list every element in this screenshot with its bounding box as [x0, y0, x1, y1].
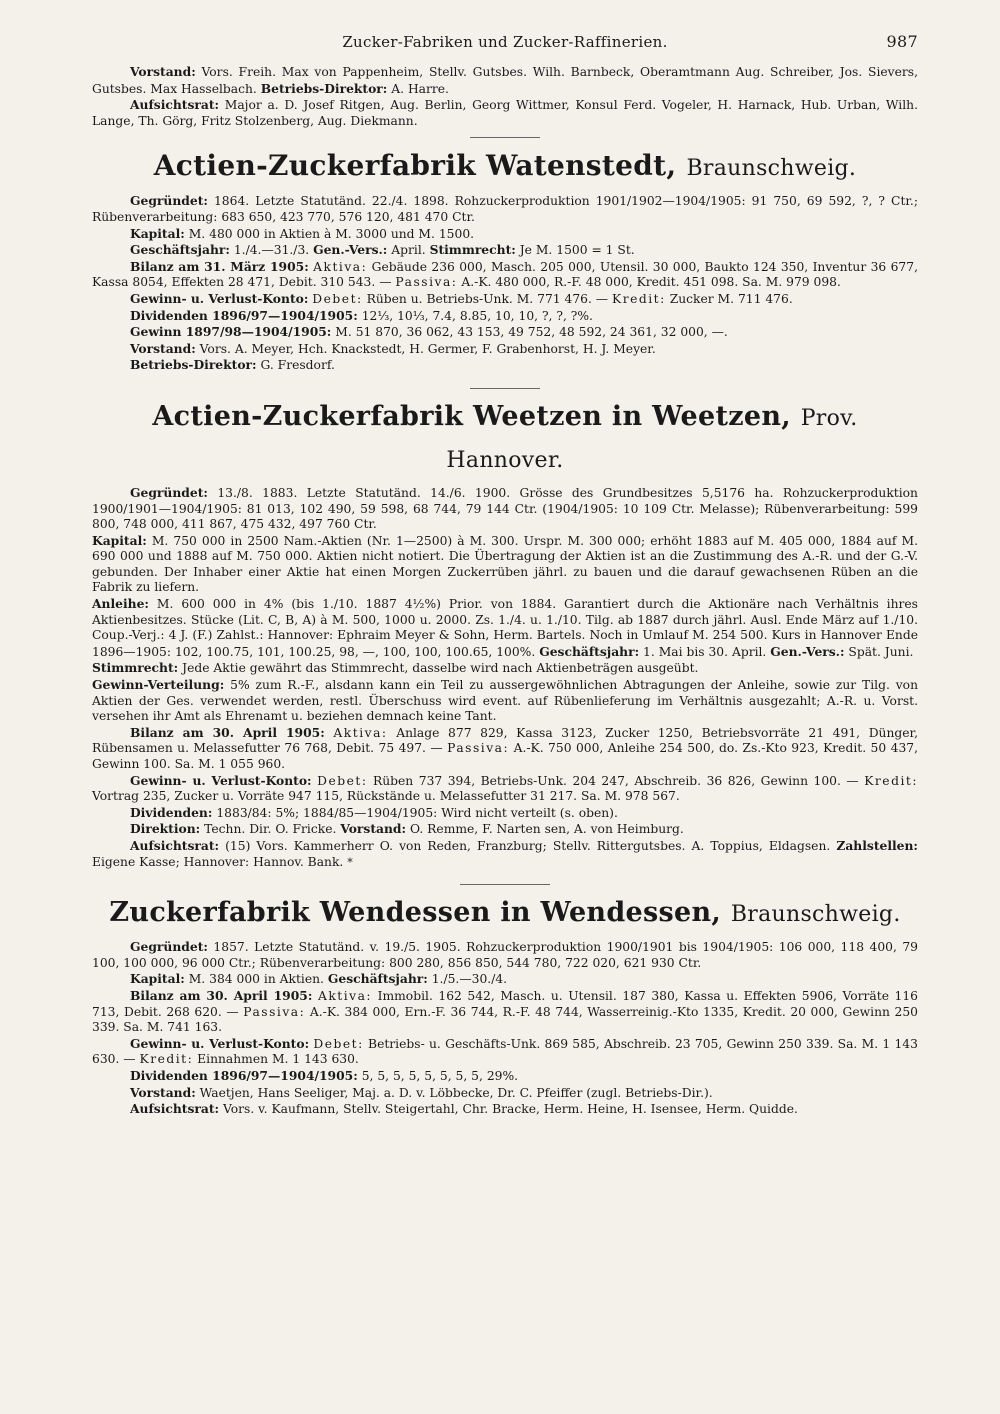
- divider: [460, 884, 550, 885]
- gewinn-verteilung-text: 5% zum R.-F., alsdann kann ein Teil zu aussergewöhnlichen Abtragungen der Anleihe, sowie zur Tilg. von Aktien der Ges. verwendet werden, restl. Überschuss wird event. auf Rübenlieferung im Verhältnis ausgezahlt; A.-R. u. Vorst. versehen ihr Amt als Ehrenamt u. beziehen demnach keine Tant.: [92, 678, 918, 724]
- company-name: Actien-Zuckerfabrik Watenstedt,: [153, 149, 677, 183]
- kredit-label: Kredit:: [864, 773, 918, 788]
- gewinn-paragraph: [92, 324, 918, 341]
- direktor-label: Betriebs-Direktor:: [130, 357, 257, 373]
- bilanz-label: Bilanz am 31. März 1905:: [130, 258, 309, 274]
- kapital-label: Kapital:: [130, 225, 185, 241]
- vorstand-text: Waetjen, Hans Seeliger, Maj. a. D. v. Löbbecke, Dr. C. Pfeiffer (zugl. Betriebs-Dir.).: [199, 1085, 713, 1100]
- gewinn-verteilung-paragraph: [92, 677, 918, 725]
- gegruendet-text: 1857. Letzte Statutänd. v. 19./5. 1905. Rohzuckerproduktion 1900/1901 bis 1904/1905: 106 000, 118 400, 79 100, 100 000, 96 000 Ctr.; Rübenverarbeitung: 800 280, 856 850, 544 780, 722 020, 621 930 Ctr.: [92, 940, 918, 970]
- direktor-text: A. Harre.: [391, 81, 449, 96]
- vorstand-text: Vors. A. Meyer, Hch. Knackstedt, H. Germer, F. Grabenhorst, H. J. Meyer.: [199, 341, 656, 356]
- direktor-label: Betriebs-Direktor:: [260, 80, 388, 96]
- vorstand-text: O. Remme, F. Narten sen, A. von Heimburg.: [409, 822, 684, 837]
- aktiva-label: Aktiva:: [317, 988, 373, 1003]
- guv-paragraph: [92, 773, 918, 805]
- vorstand-label: Vorstand:: [130, 1084, 196, 1100]
- gewinn-verteilung-label: Gewinn-Verteilung:: [92, 677, 225, 693]
- guv-label: Gewinn- u. Verlust-Konto:: [130, 1035, 310, 1051]
- kapital-text: M. 750 000 in 2500 Nam.-Aktien (Nr. 1—2500) à M. 300. Urspr. M. 300 000; erhöht 1883 auf M. 405 000, 1884 auf M. 690 000 und 1888 auf M. 750 000. Aktien nicht notiert. Die Übertragung der Aktien ist an die Zustimmung des A.-R. und der G.-V. gebunden. Der Inhaber einer Aktie hat einen Morgen Zuckerrüben jährl. zu bauen und die darauf gewachsenen Rüben an die Fabrik zu liefern.: [92, 533, 918, 595]
- vorstand-paragraph: [92, 64, 918, 97]
- kredit-text: Vortrag 235, Zucker u. Vorräte 947 115, Rückstände u. Melassefutter 31 217. Sa. M. 978 567.: [92, 789, 680, 804]
- passiva-text: A.-K. 750 000, Anleihe 254 500, do. Zs.-Kto 923, Kredit. 50 437, Gewinn 100. Sa. M. 1 055 960.: [92, 741, 918, 771]
- gegruendet-text: 1864. Letzte Statutänd. 22./4. 1898. Rohzuckerproduktion 1901/1902—1904/1905: 91 750, 69 592, ?, ? Ctr.; Rübenverarbeitung: 683 650, 423 770, 576 120, 481 470 Ctr.: [92, 194, 918, 224]
- gen-vers-text: April.: [391, 243, 426, 258]
- running-head: [92, 30, 918, 54]
- entry-continued: [92, 64, 918, 129]
- geschaeftsjahr-label: Geschäftsjahr:: [327, 971, 428, 987]
- dividenden-paragraph: [92, 308, 918, 325]
- company-name: Actien-Zuckerfabrik Weetzen in Weetzen,: [152, 400, 791, 432]
- guv-paragraph: [92, 291, 918, 308]
- bilanz-label: Bilanz am 30. April 1905:: [130, 724, 325, 740]
- vorstand-paragraph: [92, 1085, 918, 1102]
- guv-paragraph: [92, 1036, 918, 1068]
- zahlstellen-text: Eigene Kasse; Hannover: Hannov. Bank.: [92, 854, 344, 869]
- passiva-label: Passiva:: [243, 1004, 306, 1019]
- aktiva-text: Immobil. 162 542, Masch. u. Utensil. 187 380, Kassa u. Effekten 5906, Vorräte 116 713, Debit. 268 620. —: [92, 988, 918, 1019]
- passiva-text: A.-K. 384 000, Ern.-F. 36 744, R.-F. 48 744, Wasserreinig.-Kto 1335, Kredit. 20 000, Gewinn 250 339. Sa. M. 741 163.: [92, 1004, 918, 1035]
- gen-vers-label: Gen.-Vers.:: [313, 242, 388, 258]
- stimmrecht-label: Stimmrecht:: [429, 242, 516, 258]
- gegruendet-label: Gegründet:: [130, 193, 208, 209]
- kredit-text: Einnahmen M. 1 143 630.: [197, 1052, 359, 1067]
- running-title: Zucker-Fabriken und Zucker-Raffinerien.: [342, 33, 668, 51]
- direktion-paragraph: [92, 821, 918, 838]
- dividenden-paragraph: [92, 805, 918, 822]
- entry-wendessen: [92, 893, 918, 1118]
- gewinn-label: Gewinn 1897/98—1904/1905:: [130, 324, 332, 340]
- company-name: Zuckerfabrik Wendessen in Wendessen,: [109, 897, 722, 929]
- dividenden-label: Dividenden:: [130, 804, 213, 820]
- guv-label: Gewinn- u. Verlust-Konto:: [130, 290, 309, 306]
- vorstand-paragraph: [92, 341, 918, 358]
- aufsichtsrat-paragraph: [92, 838, 918, 870]
- aufsichtsrat-text: Vors. v. Kaufmann, Stellv. Steigertahl, Chr. Bracke, Herm. Heine, H. Isensee, Herm. Quidde.: [222, 1102, 798, 1117]
- divider: [470, 388, 540, 389]
- aufsichtsrat-text: Major a. D. Josef Ritgen, Aug. Berlin, Georg Wittmer, Konsul Ferd. Vogeler, H. Harnack, Hub. Urban, Wilh. Lange, Th. Görg, Fritz Stolzenberg, Aug. Diekmann.: [92, 98, 918, 128]
- geschaeftsjahr-label: Geschäftsjahr:: [539, 643, 640, 659]
- debet-label: Debet:: [312, 291, 363, 306]
- aufsichtsrat-label: Aufsichtsrat:: [130, 1101, 220, 1117]
- direktion-text: Techn. Dir. O. Fricke.: [204, 822, 337, 837]
- kredit-label: Kredit:: [612, 291, 666, 306]
- kredit-text: Zucker M. 711 476.: [669, 291, 793, 306]
- zahlstellen-label: Zahlstellen:: [836, 837, 918, 853]
- aufsichtsrat-text: (15) Vors. Kammerherr O. von Reden, Franzburg; Stellv. Rittergutsbes. A. Toppius, Eldagsen.: [225, 838, 831, 853]
- aktiva-text: Anlage 877 829, Kassa 3123, Zucker 1250, Betriebsvorräte 21 491, Dünger, Rübensamen u. Melassefutter 76 768, Debit. 75 497. —: [92, 725, 918, 756]
- direktor-text: G. Fresdorf.: [260, 358, 335, 373]
- geschaeftsjahr-text: 1. Mai bis 30. April.: [643, 644, 767, 659]
- company-location: Prov. Hannover.: [446, 405, 858, 473]
- vorstand-text: Vors. Freih. Max von Pappenheim, Stellv. Gutsbes. Wilh. Barnbeck, Oberamtmann Aug. Schreiber, Jos. Sievers, Gutsbes. Max Hasselbach.: [92, 65, 918, 96]
- dividenden-text: 12⅓, 10⅓, 7.4, 8.85, 10, 10, ?, ?, ?%.: [361, 308, 593, 323]
- company-title: [92, 397, 918, 481]
- divider: [470, 137, 540, 138]
- guv-label: Gewinn- u. Verlust-Konto:: [130, 772, 312, 788]
- passiva-text: A.-K. 480 000, R.-F. 48 000, Kredit. 451 098. Sa. M. 979 098.: [461, 275, 841, 290]
- anleihe-text: M. 600 000 in 4% (bis 1./10. 1887 4½%) Prior. von 1884. Garantiert durch die Aktionäre nach Verhältnis ihres Aktienbesitzes. Stücke (Lit. C, B, A) à M. 500, 1000 u. 2000. Zs. 1./4. u. 1./10. Tilg. ab 1887 durch jährl. Ausl. Ende März auf 1./10. Coup.-Verj.: 4 J. (F.) Zahlst.: Hannover: Ephraim Meyer & Sohn, Herm. Bartels. Noch in Umlauf M. 254 500. Kurs in Hannover Ende 1896—1905: 102, 100.75, 101, 100.25, 98, —, 100, 100, 100.65, 100%.: [92, 597, 918, 659]
- stimmrecht-paragraph: [92, 660, 918, 677]
- aufsichtsrat-paragraph: [92, 97, 918, 129]
- company-location: Braunschweig.: [686, 156, 857, 182]
- anleihe-label: Anleihe:: [92, 596, 149, 612]
- debet-text: Rüben 737 394, Betriebs-Unk. 204 247, Abschreib. 36 826, Gewinn 100. —: [372, 773, 859, 788]
- kapital-label: Kapital:: [92, 532, 147, 548]
- debet-text: Rüben u. Betriebs-Unk. M. 771 476. —: [366, 291, 609, 306]
- gegruendet-paragraph: [92, 193, 918, 225]
- company-title: [92, 893, 918, 935]
- bilanz-paragraph: [92, 988, 918, 1036]
- aufsichtsrat-label: Aufsichtsrat:: [130, 97, 220, 113]
- aktiva-label: Aktiva:: [333, 725, 388, 740]
- geschaeftsjahr-paragraph: [92, 242, 918, 259]
- bilanz-paragraph: [92, 725, 918, 773]
- entry-weetzen: [92, 397, 918, 870]
- company-title: [92, 146, 918, 189]
- anleihe-paragraph: [92, 596, 918, 660]
- vorstand-label: Vorstand:: [130, 64, 196, 79]
- kapital-paragraph: [92, 533, 918, 596]
- dividenden-label: Dividenden 1896/97—1904/1905:: [130, 1067, 358, 1083]
- geschaeftsjahr-text: 1./4.—31./3.: [233, 243, 310, 258]
- company-location: Braunschweig.: [730, 902, 901, 928]
- stimmrecht-text: Je M. 1500 = 1 St.: [519, 243, 635, 258]
- dividenden-text: 1883/84: 5%; 1884/85—1904/1905: Wird nicht verteilt (s. oben).: [216, 805, 618, 820]
- kapital-text: M. 480 000 in Aktien à M. 3000 und M. 1500.: [188, 226, 475, 241]
- kredit-label: Kredit:: [139, 1052, 194, 1067]
- direktor-paragraph: [92, 357, 918, 374]
- passiva-label: Passiva:: [395, 275, 458, 290]
- gewinn-text: M. 51 870, 36 062, 43 153, 49 752, 48 592, 24 361, 32 000, —.: [335, 325, 728, 340]
- gen-vers-text: Spät. Juni.: [848, 644, 914, 659]
- direktion-label: Direktion:: [130, 821, 201, 837]
- aufsichtsrat-paragraph: [92, 1101, 918, 1118]
- aufsichtsrat-label: Aufsichtsrat:: [130, 837, 220, 853]
- dividenden-label: Dividenden 1896/97—1904/1905:: [130, 307, 358, 323]
- stimmrecht-label: Stimmrecht:: [92, 660, 179, 676]
- page-number: 987: [886, 32, 918, 51]
- gegruendet-paragraph: [92, 939, 918, 971]
- gegruendet-text: 13./8. 1883. Letzte Statutänd. 14./6. 1900. Grösse des Grundbesitzes 5,5176 ha. Rohzuckerproduktion 1900/1901—1904/1905: 81 013, 102 490, 59 598, 68 744, 79 144 Ctr. (1904/1905: 10 109 Ctr. Melasse); Rübenverarbeitung: 599 800, 748 000, 411 867, 475 432, 497 760 Ctr.: [92, 485, 918, 532]
- aktiva-text: Gebäude 236 000, Masch. 205 000, Utensil. 30 000, Baukto 124 350, Inventur 36 677, Kassa 8054, Effekten 28 471, Debit. 310 543. —: [92, 259, 918, 290]
- bilanz-paragraph: [92, 259, 918, 291]
- bilanz-label: Bilanz am 30. April 1905:: [130, 987, 313, 1003]
- kapital-text: M. 384 000 in Aktien.: [188, 972, 324, 987]
- aktiva-label: Aktiva:: [313, 259, 368, 274]
- passiva-label: Passiva:: [447, 741, 510, 756]
- debet-label: Debet:: [317, 773, 368, 788]
- vorstand-label: Vorstand:: [340, 821, 407, 837]
- geschaeftsjahr-text: 1./5.—30./4.: [431, 972, 508, 987]
- dividenden-paragraph: [92, 1068, 918, 1085]
- geschaeftsjahr-label: Geschäftsjahr:: [130, 242, 230, 258]
- stimmrecht-text: Jede Aktie gewährt das Stimmrecht, dasselbe wird nach Aktienbeträgen ausgeübt.: [182, 661, 699, 676]
- kapital-paragraph: [92, 226, 918, 243]
- dividenden-text: 5, 5, 5, 5, 5, 5, 5, 5, 29%.: [361, 1068, 519, 1083]
- entry-watenstedt: [92, 146, 918, 374]
- kapital-paragraph: [92, 971, 918, 988]
- vorstand-label: Vorstand:: [130, 340, 196, 356]
- kapital-label: Kapital:: [130, 971, 185, 987]
- footnote-star: *: [347, 855, 353, 869]
- gegruendet-label: Gegründet:: [130, 484, 208, 500]
- gegruendet-label: Gegründet:: [130, 939, 208, 955]
- gen-vers-label: Gen.-Vers.:: [770, 643, 845, 659]
- debet-label: Debet:: [313, 1036, 364, 1051]
- gegruendet-paragraph: [92, 485, 918, 533]
- debet-text: Betriebs- u. Geschäfts-Unk. 869 585, Abschreib. 23 705, Gewinn 250 339. Sa. M. 1 143 630. —: [92, 1036, 918, 1067]
